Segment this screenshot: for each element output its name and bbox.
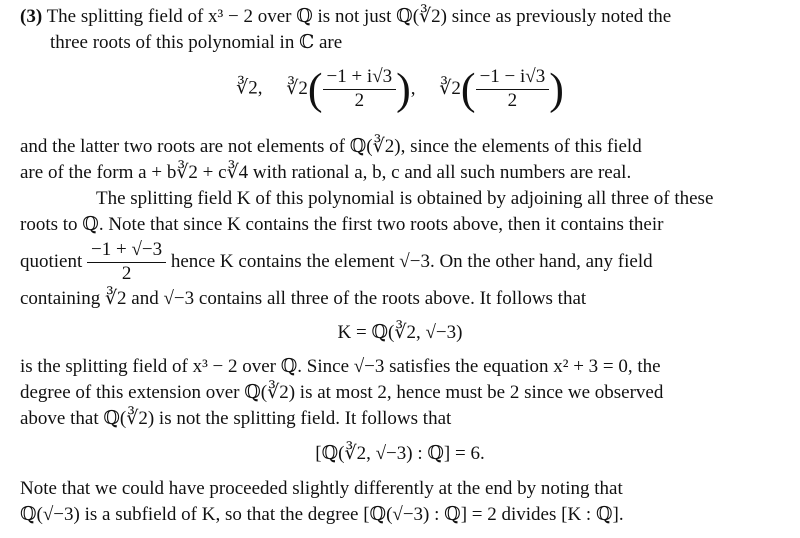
root-2-factor: ∛2 — [286, 77, 308, 99]
paragraph-3-line-3 — [20, 239, 653, 284]
paragraph-3-line-4: containing ∛2 and √−3 contains all three of the roots above. It follows that — [20, 288, 587, 309]
paragraph-5-line-2: ℚ(√−3) is a subfield of K, so that the degree [ℚ(√−3) : ℚ] = 2 divides [K : ℚ]. — [20, 504, 624, 525]
display-equation-2: [ℚ(∛2, √−3) : ℚ] = 6. — [315, 443, 485, 464]
root-3-factor: ∛2 — [439, 77, 461, 99]
paragraph-3-line-1: The splitting field K of this polynomial is obtained by adjoining all three of these — [96, 188, 714, 209]
root-3 — [439, 64, 564, 114]
paragraph-3-line-3-end: hence K contains the element √−3. On the other hand, any field — [170, 250, 653, 272]
root-2-numerator: −1 + i√3 — [323, 66, 397, 90]
quotient-numerator: −1 + √−3 — [87, 239, 166, 263]
root-3-fraction — [476, 66, 550, 113]
paragraph-4-line-1: is the splitting field of x³ − 2 over ℚ. Since √−3 satisfies the equation x² + 3 = 0, the — [20, 356, 661, 377]
root-3-numerator: −1 − i√3 — [476, 66, 550, 90]
root-1: ∛2, — [236, 77, 263, 99]
left-paren: ( — [307, 64, 323, 114]
display-equation-1: K = ℚ(∛2, √−3) — [337, 322, 463, 343]
paragraph-1-text: The splitting field of x³ − 2 over ℚ is not just ℚ(∛2) since as previously noted the — [46, 6, 672, 27]
root-2-denominator: 2 — [354, 89, 365, 111]
quotient-fraction — [87, 239, 166, 286]
paragraph-2-line-2: are of the form a + b∛2 + c∛4 with rational a, b, c and all such numbers are real. — [20, 162, 632, 183]
paragraph-2-line-1: and the latter two roots are not elements of ℚ(∛2), since the elements of this field — [20, 136, 642, 157]
item-label: (3) — [20, 6, 43, 27]
separator: , — [410, 77, 416, 99]
right-paren: ) — [549, 64, 564, 114]
root-3-denominator: 2 — [507, 89, 518, 111]
paragraph-1-line-1 — [20, 6, 671, 29]
paragraph-3-line-2: roots to ℚ. Note that since K contains the first two roots above, then it contains their — [20, 214, 664, 235]
root-2 — [286, 64, 420, 114]
paragraph-1-line-2: three roots of this polynomial in ℂ are — [50, 32, 343, 53]
paragraph-4-line-3: above that ℚ(∛2) is not the splitting field. It follows that — [20, 408, 452, 429]
paragraph-5-line-1: Note that we could have proceeded slightly differently at the end by noting that — [20, 478, 623, 499]
paragraph-3-line-3-start: quotient — [20, 250, 83, 272]
right-paren: ) — [396, 64, 411, 114]
root-2-fraction — [323, 66, 397, 113]
left-paren: ( — [460, 64, 476, 114]
roots-display — [20, 66, 780, 126]
paragraph-4-line-2: degree of this extension over ℚ(∛2) is at most 2, hence must be 2 since we observed — [20, 382, 664, 403]
quotient-denominator: 2 — [121, 262, 132, 284]
